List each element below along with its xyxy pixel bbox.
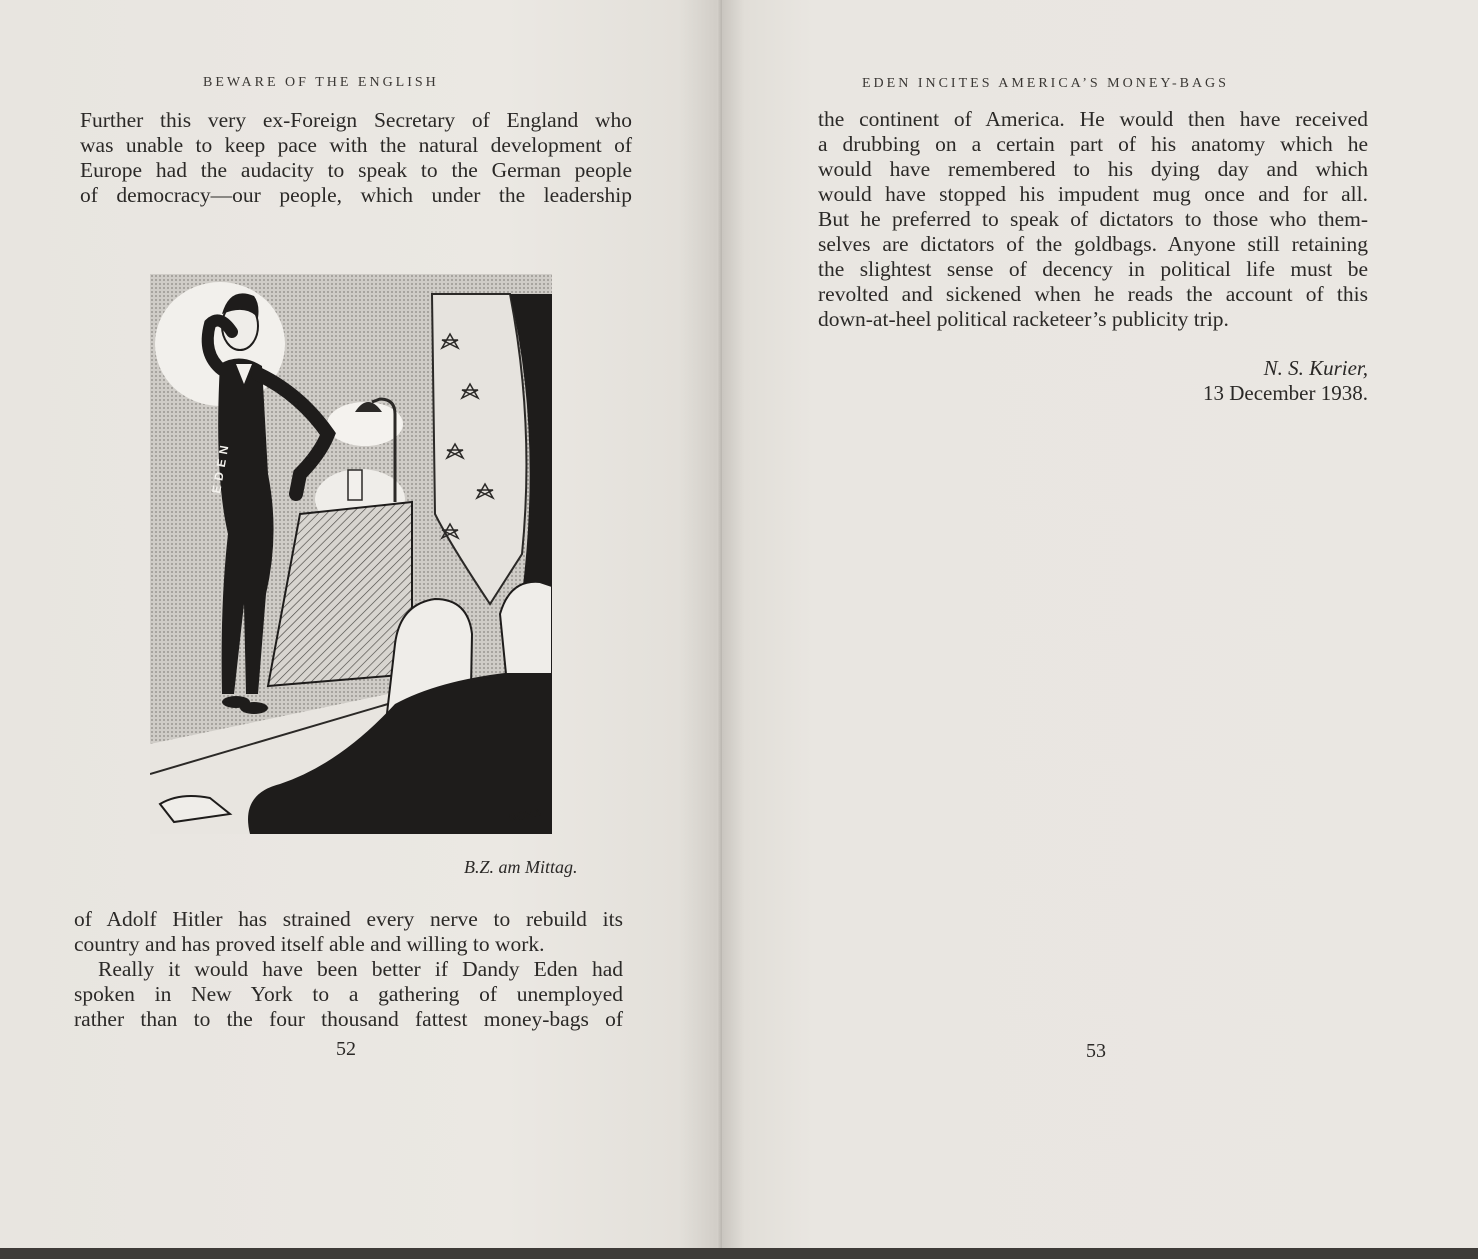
text-line: would have remembered to his dying day and which (818, 157, 1368, 181)
eden-cartoon-illustration (150, 274, 552, 834)
text-line: Further this very ex-Foreign Secretary of England who (80, 108, 632, 132)
text-line: But he preferred to speak of dictators to those who them- (818, 207, 1368, 231)
left-running-head: BEWARE OF THE ENGLISH (203, 75, 439, 90)
text-line: spoken in New York to a gathering of unemployed (74, 982, 623, 1006)
left-bottom-paragraph (74, 907, 623, 1032)
text-line: a drubbing on a certain part of his anatomy which he (818, 132, 1368, 156)
text-line: of Adolf Hitler has strained every nerve to rebuild its (74, 907, 623, 931)
artist-signature: ROHA (508, 806, 543, 825)
attribution (1118, 356, 1368, 406)
text-line: revolted and sickened when he reads the account of this (818, 282, 1368, 306)
right-page-number: 53 (1086, 1040, 1106, 1062)
text-line: country and has proved itself able and willing to work. (74, 932, 545, 956)
eden-label-on-figure: EDEN (209, 439, 233, 495)
attribution-source: N. S. Kurier, (1263, 356, 1368, 380)
text-line: the continent of America. He would then have received (818, 107, 1368, 131)
right-page (722, 0, 1478, 1259)
text-line: was unable to keep pace with the natural development of (80, 133, 632, 157)
text-line: selves are dictators of the goldbags. Anyone still retaining (818, 232, 1368, 256)
attribution-date: 13 December 1938. (1202, 381, 1368, 405)
page-bottom-edge (0, 1248, 1478, 1259)
cartoon-caption: B.Z. am Mittag. (464, 857, 578, 877)
text-line: would have stopped his impudent mug once and for all. (818, 182, 1368, 206)
text-line: down-at-heel political racketeer’s publicity trip. (818, 307, 1229, 331)
left-top-paragraph (80, 108, 632, 208)
right-running-head: EDEN INCITES AMERICA’S MONEY-BAGS (862, 76, 1229, 91)
left-page (0, 0, 722, 1259)
text-line: the slightest sense of decency in political life must be (818, 257, 1368, 281)
text-line: Really it would have been better if Dandy Eden had (98, 957, 623, 981)
water-glass (348, 470, 362, 500)
right-paragraph (818, 107, 1368, 332)
text-line: Europe had the audacity to speak to the German people (80, 158, 632, 182)
left-page-number: 52 (336, 1038, 356, 1060)
text-line: rather than to the four thousand fattest money-bags of (74, 1007, 623, 1031)
text-line: of democracy—our people, which under the leadership (80, 183, 632, 207)
